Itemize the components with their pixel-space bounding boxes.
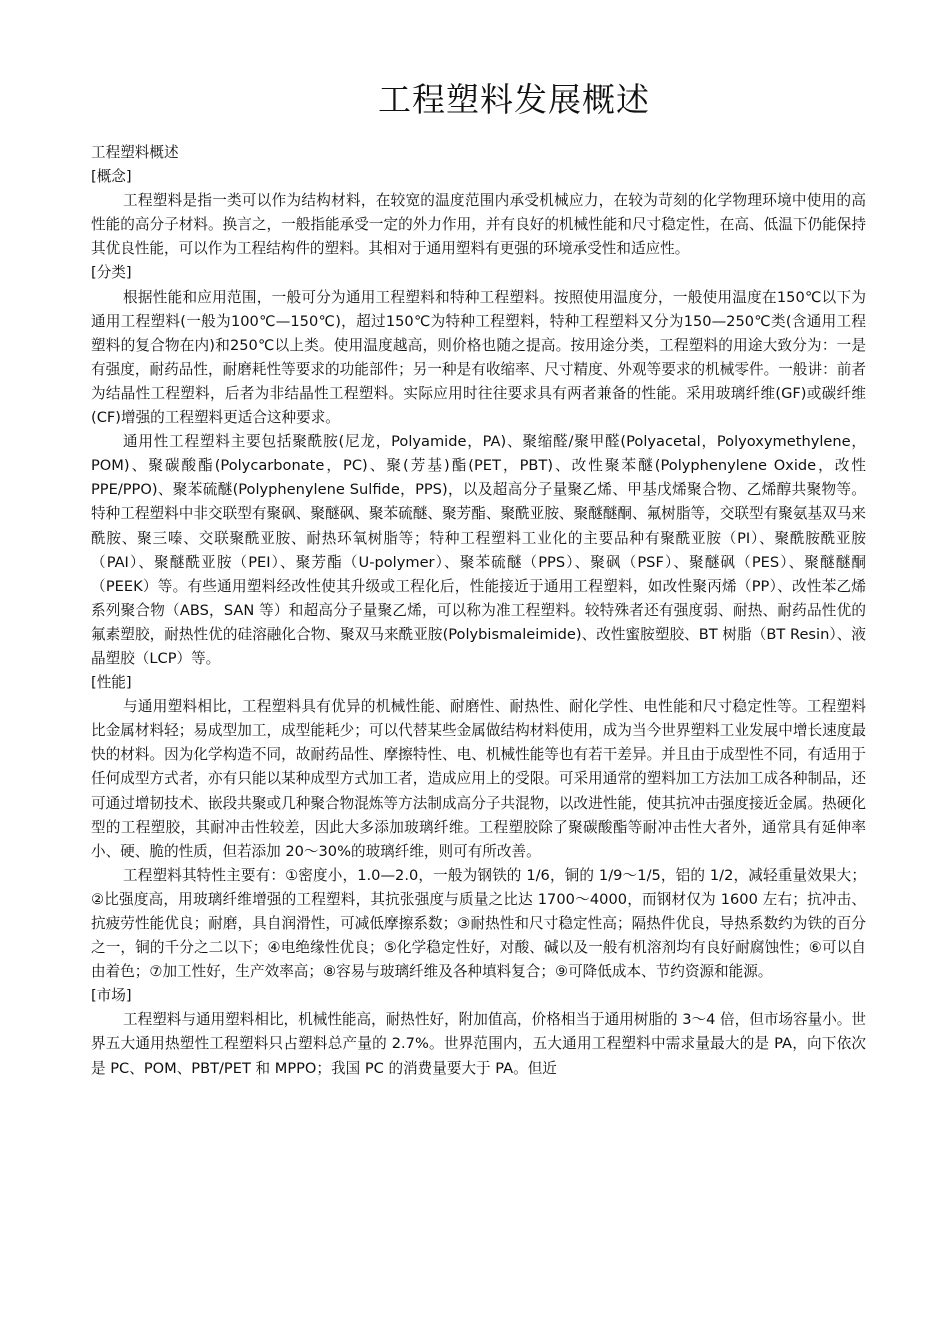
paragraph-performance-1: 与通用塑料相比，工程塑料具有优异的机械性能、耐磨性、耐热性、耐化学性、电性能和尺寸稳定性等。工程塑料比金属材料轻；易成型加工，成型能耗少；可以代替某些金属做结构材料使用，成为当今世界塑料工业发展中增长速度最快的材料。因为化学构造不同，故耐药品性、摩擦特性、电、机械性能等也有若干差异。并且由于成型性不同，有适用于任何成型方式者，亦有只能以某种成型方式加工者，造成应用上的受限。可采用通常的塑料加工方法加工成各种制品，还可通过增韧技术、嵌段共聚或几种聚合物混炼等方法制成高分子共混物，以改进性能，使其抗冲击强度接近金属。热硬化型的工程塑胶，其耐冲击性较差，因此大多添加玻璃纤维。工程塑胶除了聚碳酸酯等耐冲击性大者外，通常具有延伸率小、硬、脆的性质，但若添加 20～30%的玻璃纤维，则可有所改善。 [91,698,866,860]
document-body [91,141,866,1081]
section-heading-performance: [性能] [91,674,132,692]
paragraph-classification-2: 通用性工程塑料主要包括聚酰胺(尼龙，Polyamide，PA)、聚缩醛/聚甲醛(Polyacetal，Polyoxymethylene，POM)、聚碳酸酯(Polycarbonate，PC)、聚(芳基)酯(PET，PBT)、改性聚苯醚(Polyphenylene Oxide，改性 PPE/PPO)、聚苯硫醚(Polyphenylene Sulfide，PPS)，以及超高分子量聚乙烯、甲基戊烯聚合物、乙烯醇共聚物等。特种工程塑料中非交联型有聚砜、聚醚砜、聚苯硫醚、聚芳酯、聚酰亚胺、聚醚醚酮、氟树脂等，交联型有聚氨基双马来酰胺、聚三嗪、交联聚酰亚胺、耐热环氧树脂等；特种工程塑料工业化的主要品种有聚酰亚胺（PI）、聚酰胺酰亚胺（PAI）、聚醚酰亚胺（PEI）、聚芳酯（U-polymer）、聚苯硫醚（PPS）、聚砜（PSF）、聚醚砜（PES）、聚醚醚酮（PEEK）等。有些通用塑料经改性使其升级或工程化后，性能接近于通用工程塑料，如改性聚丙烯（PP）、改性苯乙烯系列聚合物（ABS，SAN 等）和超高分子量聚乙烯，可以称为准工程塑料。较特殊者还有强度弱、耐热、耐药品性优的氟素塑胶，耐热性优的硅溶融化合物、聚双马来酰亚胺(Polybismaleimide)、改性蜜胺塑胶、BT 树脂（BT Resin）、液晶塑胶（LCP）等。 [91,433,866,667]
section-heading-classification: [分类] [91,264,132,282]
paragraph-market-1: 工程塑料与通用塑料相比，机械性能高，耐热性好，附加值高，价格相当于通用树脂的 3～4 倍，但市场容量小。世界五大通用热塑性工程塑料只占塑料总产量的 2.7%。世界范围内，五大通用工程塑料中需求量最大的是 PA，向下依次是 PC、POM、PBT/PET 和 MPPO；我国 PC 的消费量要大于 PA。但近 [91,1011,866,1077]
document-subtitle: 工程塑料概述 [91,144,179,161]
paragraph-classification-1: 根据性能和应用范围，一般可分为通用工程塑料和特种工程塑料。按照使用温度分，一般使用温度在150℃以下为通用工程塑料(一般为100℃—150℃)，超过150℃为特种工程塑料，特种工程塑料又分为150—250℃类(含通用工程塑料的复合物在内)和250℃以上类。使用温度越高，则价格也随之提高。按用途分类，工程塑料的用途大致分为：一是有强度，耐药品性，耐磨耗性等要求的功能部件；另一种是有收缩率、尺寸精度、外观等要求的机械零件。一般讲：前者为结晶性工程塑料，后者为非结晶性工程塑料。实际应用时往往要求具有两者兼备的性能。采用玻璃纤维(GF)或碳纤维(CF)增强的工程塑料更适合这种要求。 [91,288,866,427]
section-heading-market: [市场] [91,987,132,1005]
section-heading-concept: [概念] [91,168,132,186]
page-title: 工程塑料发展概述 [378,80,650,119]
paragraph-concept: 工程塑料是指一类可以作为结构材料，在较宽的温度范围内承受机械应力，在较为苛刻的化学物理环境中使用的高性能的高分子材料。换言之，一般指能承受一定的外力作用，并有良好的机械性能和尺寸稳定性，在高、低温下仍能保持其优良性能，可以作为工程结构件的塑料。其相对于通用塑料有更强的环境承受性和适应性。 [91,192,866,258]
paragraph-performance-2: 工程塑料其特性主要有：①密度小，1.0—2.0，一般为钢铁的 1/6，铜的 1/9～1/5，铝的 1/2，减轻重量效果大；②比强度高，用玻璃纤维增强的工程塑料，其抗张强度与质量之比达 1700～4000，而钢材仅为 1600 左右；抗冲击、抗疲劳性能优良；耐磨，具自润滑性，可减低摩擦系数；③耐热性和尺寸稳定性高；隔热件优良，导热系数约为铁的百分之一，铜的千分之二以下；④电绝缘性优良；⑤化学稳定性好，对酸、碱以及一般有机溶剂均有良好耐腐蚀性；⑥可以自由着色；⑦加工性好，生产效率高；⑧容易与玻璃纤维及各种填料复合；⑨可降低成本、节约资源和能源。 [91,866,866,981]
